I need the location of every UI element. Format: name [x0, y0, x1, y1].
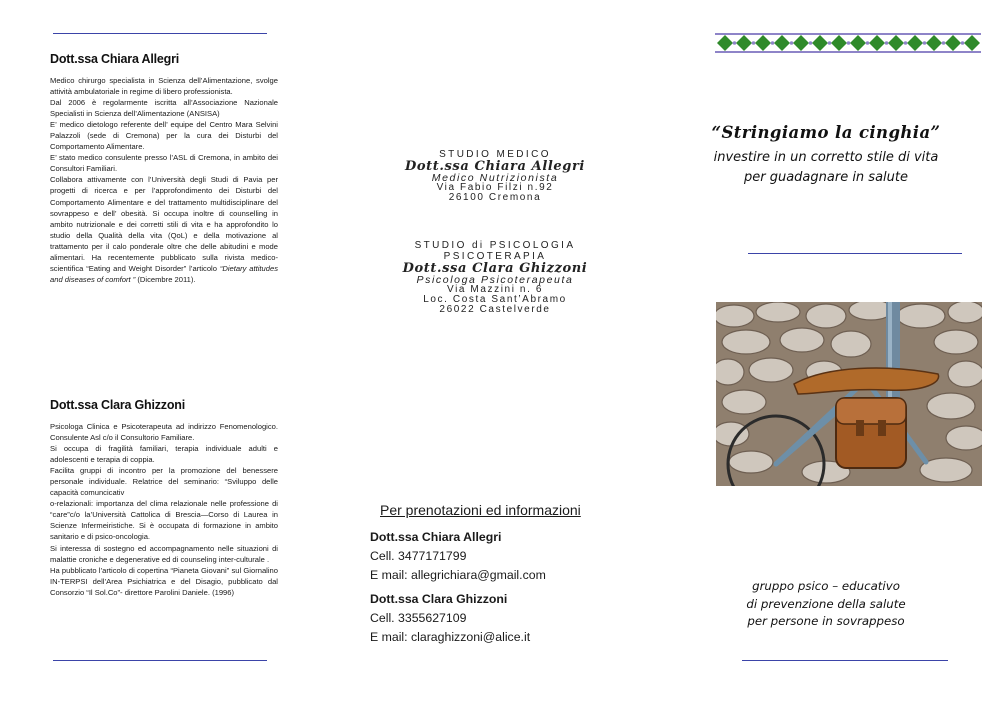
bio-paragraph: Dal 2006 è regolarmente iscritta all’Associazione Nazionale Specialisti in Scienza dell’Alimentazione (ANSISA) — [50, 98, 278, 119]
border-dot — [866, 41, 870, 45]
studio-city: 26022 Castelverde — [439, 304, 551, 315]
studio-locality: Loc. Costa Sant’Abramo — [423, 294, 567, 305]
border-dot — [961, 41, 965, 45]
border-dot — [847, 41, 851, 45]
brochure-footer — [660, 578, 992, 631]
border-dot — [752, 41, 756, 45]
studio-heading: STUDIO MEDICO — [439, 149, 551, 160]
bio-paragraph: Medico chirurgo specialista in Scienza dell’Alimentazione, svolge attività ambulatoriale in regime di libero professionista. — [50, 76, 278, 97]
bio-text-ghizzoni — [50, 421, 278, 598]
bio-paragraph — [50, 174, 278, 284]
bio-title-ghizzoni: Dott.ssa Clara Ghizzoni — [50, 398, 186, 412]
studio-medico-block — [330, 149, 660, 203]
brochure-subtitle — [660, 148, 992, 188]
footer-line: di prevenzione della salute — [746, 596, 906, 611]
border-dot — [942, 41, 946, 45]
brochure-title: “Stringiamo la cinghia” — [711, 123, 941, 142]
bio-paragraph: Psicologa Clinica e Psicoterapeuta ad indirizzo Fenomenologico. Consulente Asl c/o il Consultorio Familiare. — [50, 422, 278, 443]
bio-title-allegri: Dott.ssa Chiara Allegri — [50, 52, 179, 66]
subtitle-line: investire in un corretto stile di vita — [713, 150, 939, 165]
mid-divider — [748, 253, 962, 254]
contact-name: Dott.ssa Chiara Allegri — [370, 530, 502, 544]
contact-email: E mail: allegrichiara@gmail.com — [370, 568, 546, 582]
studio-doctor-role: Medico Nutrizionista — [431, 172, 559, 184]
studio-city: 26100 Cremona — [448, 192, 542, 203]
middle-panel — [330, 0, 660, 702]
studio-psicologia-block — [330, 240, 660, 315]
top-divider — [53, 33, 267, 34]
subtitle-line: per guadagnare in salute — [743, 170, 908, 185]
contact-ghizzoni — [370, 590, 640, 647]
studio-doctor-name: Dott.ssa Chiara Allegri — [405, 159, 585, 174]
right-panel — [660, 0, 992, 702]
border-dot — [828, 41, 832, 45]
border-dot — [790, 41, 794, 45]
studio-subheading: PSICOTERAPIA — [443, 251, 547, 262]
article-date: (Dicembre 2011). — [137, 274, 196, 284]
contacts-heading: Per prenotazioni ed informazioni — [380, 502, 581, 518]
studio-address: Via Mazzini n. 6 — [446, 284, 543, 295]
decorative-diamond-border — [715, 33, 981, 53]
bio-paragraph: E’ medico dietologo referente dell’ equipe del Centro Mara Selvini Palazzoli (sede di Cremona) per la cura dei Disturbi del Comportamento Alimentare. — [50, 120, 278, 152]
studio-heading: STUDIO di PSICOLOGIA — [414, 240, 576, 251]
bicycle-photo — [716, 302, 982, 486]
bottom-right-divider — [742, 660, 948, 661]
bio-paragraph: Si occupa di fragilità familiari, terapia individuale adulti e adolescenti e terapia di coppia. — [50, 444, 278, 465]
border-dot — [904, 41, 908, 45]
footer-line: gruppo psico – educativo — [752, 579, 900, 593]
bio-text-allegri — [50, 75, 278, 285]
article-title: “Dietary attitudes and diseases of comfort ” — [50, 263, 278, 284]
bio-paragraph: Ha pubblicato l’articolo di copertina “Pianeta Giovani” sul Giornalino IN-TERPSI dell’Area Psichiatrica e del Disagio, pubblicato dal Consorzio “Il Sol.Co”- direttore Parolini Daniele. (1996) — [50, 565, 278, 597]
border-dot — [885, 41, 889, 45]
border-dot — [733, 41, 737, 45]
contact-phone: Cell. 3477171799 — [370, 549, 467, 563]
studio-doctor-name: Dott.ssa Clara Ghizzoni — [402, 261, 588, 276]
bio-paragraph: o-relazionali: importanza del clima relazionale nelle professione di “care”c/o la’Università Cattolica di Brescia—Corso di Laurea in Scienze Infermeiristiche. Si è occupata di formazione in ambito sanitario e di psico-oncologia. — [50, 499, 278, 542]
bicycle-illustration — [716, 302, 982, 486]
footer-line: per persone in sovrappeso — [747, 614, 905, 628]
contact-email: E mail: claraghizzoni@alice.it — [370, 630, 531, 644]
bio-paragraph-text: Collabora attivamente con l’Università degli Studi di Pavia per progetti di ricerca e per l’approfondimento dei Disturbi del Comportamento Alimentare e del trattamento multidisciplinare del sovrappeso e dell’ obesità. Si occupa inoltre di counselling in ambito nutrizionale e dei corretti stili di vita e ha approfondito lo studio della Qualità della vita (QoL) e della motivazione al trattamento per il calo ponderale oltre che delle abitudini e mode alimentari. Ha recentemente pubblicato sulla rivista medico-scientifica “Eating and Weight Disorder” l’articolo — [50, 175, 278, 273]
studio-address: Via Fabio Filzi n.92 — [436, 182, 554, 193]
border-dot — [809, 41, 813, 45]
contact-name: Dott.ssa Clara Ghizzoni — [370, 592, 508, 606]
left-panel — [0, 0, 330, 702]
border-dot — [771, 41, 775, 45]
bio-paragraph: E’ stato medico consulente presso l’ASL di Cremona, in ambito dei Consultori Familiari. — [50, 153, 278, 174]
bio-paragraph: Facilita gruppi di incontro per la promozione del benessere personale individuale. Relatrice del seminario: “Sviluppo delle capacità comuncicativ — [50, 466, 278, 498]
border-dot — [923, 41, 927, 45]
bio-paragraph: Si interessa di sostegno ed accompagnamento nelle situazioni di malattie croniche e degenerative ed di counseling inter-culturale . — [50, 543, 278, 564]
contact-allegri — [370, 528, 640, 585]
bottom-divider — [53, 660, 267, 661]
studio-doctor-role: Psicologa Psicoterapeuta — [416, 274, 574, 286]
contact-phone: Cell. 3355627109 — [370, 611, 467, 625]
